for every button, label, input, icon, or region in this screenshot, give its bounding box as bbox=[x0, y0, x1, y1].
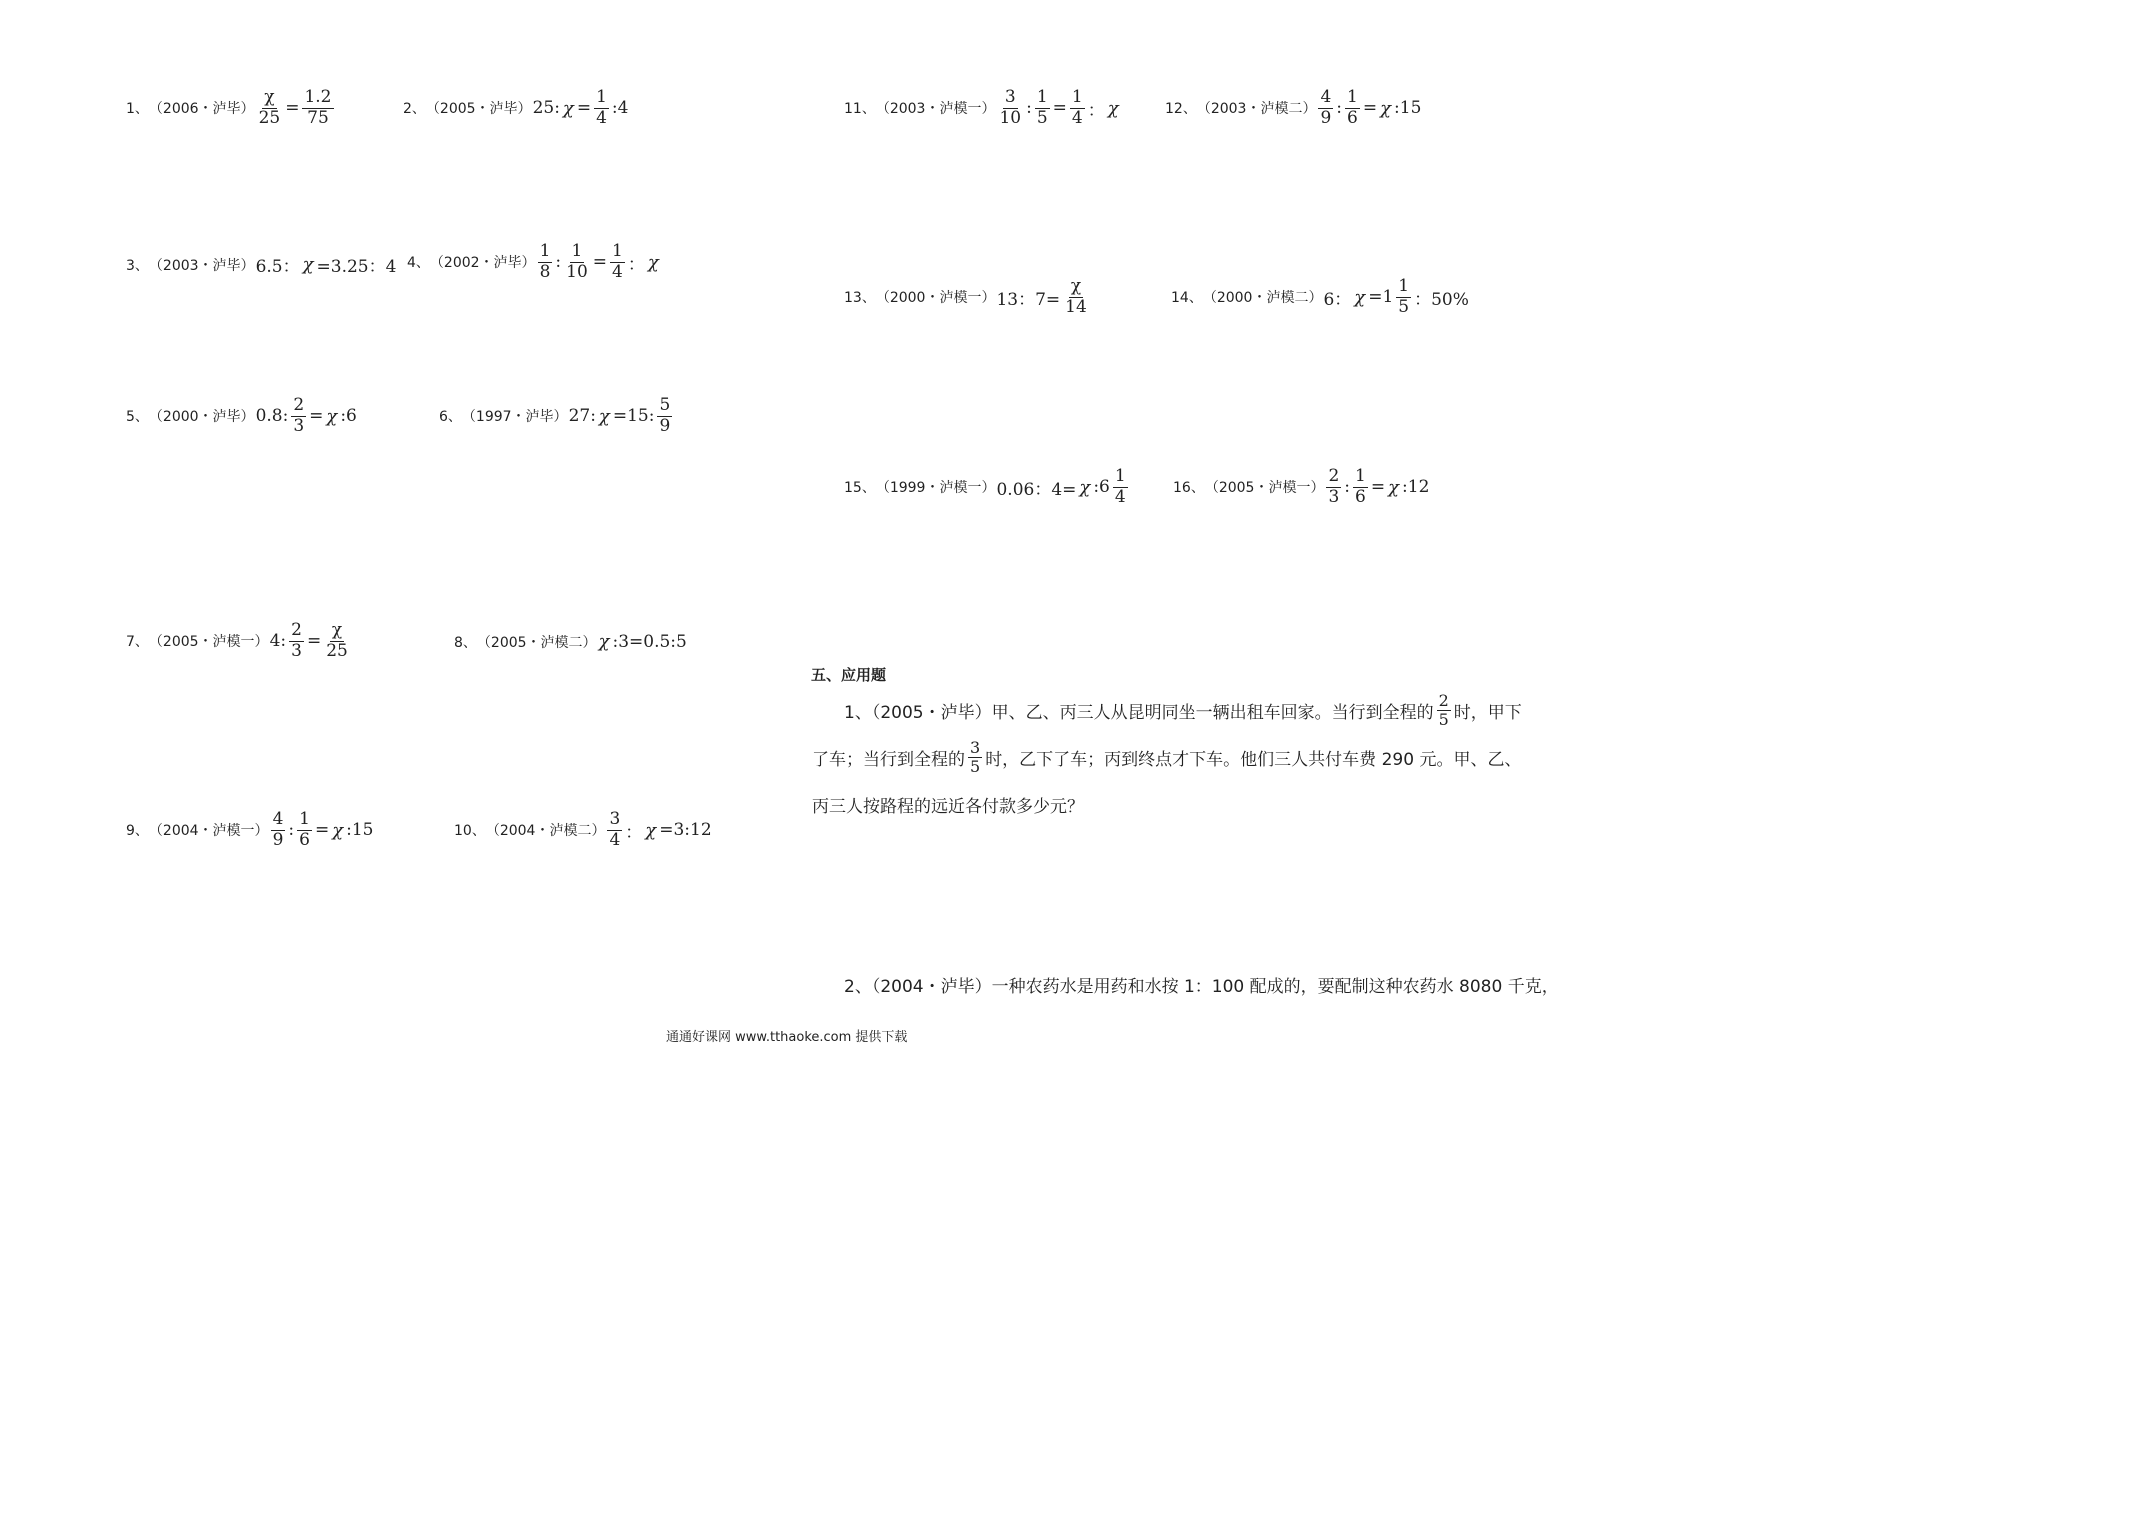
app2-line1 bbox=[843, 972, 1560, 997]
math-text: 0.8: bbox=[255, 406, 289, 427]
problem-8 bbox=[454, 631, 688, 652]
math-text: ： bbox=[627, 254, 645, 275]
problem-14 bbox=[1171, 277, 1470, 317]
problem-9 bbox=[126, 810, 374, 850]
app1-line1 bbox=[843, 692, 1523, 730]
fraction-numerator: 1 bbox=[1071, 87, 1083, 107]
fraction-denominator: 5 bbox=[1438, 710, 1449, 730]
fraction-numerator: 3 bbox=[970, 738, 981, 757]
problem-source: （2000・泸模一） bbox=[875, 290, 996, 307]
section-title: 五、应用题 bbox=[811, 666, 887, 684]
problem-number: 11、 bbox=[844, 101, 876, 118]
problem-12 bbox=[1165, 88, 1422, 128]
problem-1 bbox=[126, 88, 336, 128]
fraction-numerator: 3 bbox=[609, 809, 621, 829]
math-text: :12 bbox=[1402, 477, 1430, 498]
fraction-numerator: 4 bbox=[272, 809, 284, 829]
problem-source: （2006・泸毕） bbox=[148, 101, 255, 118]
fraction bbox=[302, 88, 333, 128]
math-text: :6 bbox=[340, 406, 357, 427]
math-text: = bbox=[576, 98, 592, 119]
fraction-denominator: 25 bbox=[326, 640, 348, 661]
fraction-numerator: 2 bbox=[1328, 466, 1340, 486]
fraction-numerator: χ bbox=[331, 620, 343, 640]
problem-number: 13、 bbox=[844, 290, 876, 307]
variable-x: χ bbox=[647, 251, 659, 273]
problem-number: 9、 bbox=[126, 823, 149, 840]
variable-x: χ bbox=[645, 819, 657, 841]
problem-15 bbox=[844, 467, 1130, 507]
fraction-numerator: 1 bbox=[571, 241, 583, 261]
math-text: ： bbox=[1087, 100, 1105, 121]
fraction-numerator: 1 bbox=[1355, 466, 1366, 486]
math-text: =3.25：4 bbox=[316, 257, 397, 277]
problem-number: 3、 bbox=[126, 257, 149, 274]
problem-source: （2000・泸毕） bbox=[148, 409, 255, 426]
math-text: = bbox=[1362, 98, 1378, 119]
fraction-numerator: 2 bbox=[1438, 691, 1449, 710]
problem-source: （2004・泸模一） bbox=[148, 823, 269, 840]
fraction-numerator: 1 bbox=[1398, 276, 1410, 296]
math-text: : bbox=[288, 820, 295, 841]
math-text: : bbox=[1344, 477, 1351, 498]
fraction-numerator: 4 bbox=[1320, 87, 1332, 107]
problem-number: 12、 bbox=[1165, 101, 1197, 118]
fraction bbox=[564, 242, 590, 282]
fraction-denominator: 4 bbox=[612, 261, 623, 282]
fraction-denominator: 4 bbox=[1071, 107, 1083, 128]
fraction bbox=[538, 242, 553, 282]
fraction-denominator: 6 bbox=[1355, 486, 1366, 507]
variable-x: χ bbox=[302, 254, 314, 275]
fraction-numerator: 2 bbox=[293, 395, 305, 415]
math-text: 丙三人按路程的远近各付款多少元？ bbox=[812, 797, 1084, 817]
math-text: = bbox=[309, 406, 324, 427]
fraction bbox=[968, 739, 982, 777]
fraction-numerator: 1 bbox=[612, 241, 623, 261]
problem-5 bbox=[126, 396, 358, 436]
math-text: = bbox=[592, 252, 608, 273]
footer-text: 通通好课网 www.tthaoke.com 提供下载 bbox=[666, 1030, 908, 1045]
problem-source: （2004・泸模二） bbox=[485, 823, 606, 840]
fraction-numerator: 1.2 bbox=[304, 87, 332, 107]
problem-number: 7、 bbox=[126, 634, 149, 651]
math-text: 6.5： bbox=[255, 257, 300, 277]
math-text: =3:12 bbox=[659, 820, 712, 841]
problem-2 bbox=[403, 88, 629, 128]
fraction bbox=[1326, 467, 1341, 507]
math-text: :3=0.5:5 bbox=[612, 631, 687, 652]
problem-13 bbox=[844, 277, 1091, 317]
problem-number: 15、 bbox=[844, 480, 876, 497]
math-text: 了车；当行到全程的 bbox=[812, 750, 965, 771]
fraction bbox=[1437, 692, 1451, 730]
fraction-denominator: 10 bbox=[999, 107, 1022, 128]
fraction-denominator: 4 bbox=[1114, 486, 1126, 507]
app1-line2 bbox=[811, 739, 1522, 777]
fraction-numerator: χ bbox=[264, 87, 275, 107]
fraction-denominator: 4 bbox=[596, 107, 607, 128]
math-text: :15 bbox=[346, 820, 374, 841]
variable-x: χ bbox=[1380, 97, 1392, 119]
problem-source: （1997・泸毕） bbox=[461, 409, 568, 426]
fraction bbox=[297, 810, 312, 850]
fraction-numerator: 1 bbox=[539, 241, 551, 261]
problem-number: 2、 bbox=[403, 101, 426, 118]
problem-number: 6、 bbox=[439, 409, 462, 426]
fraction bbox=[607, 810, 622, 850]
fraction-denominator: 3 bbox=[291, 640, 302, 661]
problem-number: 16、 bbox=[1173, 480, 1205, 497]
variable-x: χ bbox=[1354, 286, 1366, 308]
fraction bbox=[1318, 88, 1333, 128]
problem-source: （2005・泸模二） bbox=[476, 634, 597, 651]
math-text: 4: bbox=[269, 631, 287, 652]
problem-source: （2002・泸毕） bbox=[429, 255, 536, 272]
math-text: = bbox=[285, 98, 300, 119]
problem-4 bbox=[407, 242, 661, 282]
problem-source: （2003・泸模一） bbox=[875, 101, 996, 118]
math-text: :15 bbox=[1394, 98, 1422, 119]
fraction-numerator: 1 bbox=[299, 809, 310, 829]
math-text: 1、（2005・泸毕）甲、乙、丙三人从昆明同坐一辆出租车回家。当行到全程的 bbox=[844, 703, 1434, 724]
math-text: : bbox=[1026, 98, 1032, 119]
variable-x: χ bbox=[1079, 476, 1091, 498]
fraction-numerator: 1 bbox=[1114, 466, 1126, 486]
fraction bbox=[257, 88, 283, 128]
fraction bbox=[1396, 277, 1411, 317]
fraction-denominator: 3 bbox=[293, 415, 305, 436]
fraction bbox=[1070, 88, 1085, 128]
problem-source: （2005・泸毕） bbox=[425, 101, 532, 118]
fraction bbox=[610, 242, 625, 282]
math-text: 25: bbox=[532, 98, 560, 119]
variable-x: χ bbox=[1107, 97, 1119, 119]
math-text: =15: bbox=[612, 406, 655, 427]
variable-x: χ bbox=[598, 405, 610, 427]
math-text: ： bbox=[625, 822, 643, 843]
math-text: =1 bbox=[1368, 287, 1394, 308]
fraction-denominator: 75 bbox=[307, 107, 329, 128]
fraction-numerator: 5 bbox=[659, 395, 671, 415]
fraction bbox=[1113, 467, 1128, 507]
math-text: = bbox=[1052, 98, 1067, 119]
variable-x: χ bbox=[326, 405, 338, 427]
problem-number: 8、 bbox=[454, 634, 477, 651]
problem-number: 1、 bbox=[126, 101, 149, 118]
math-text: 2、（2004・泸毕）一种农药水是用药和水按 1：100 配成的，要配制这种农药水 8080 千克， bbox=[844, 977, 1559, 997]
problem-source: （2003・泸模二） bbox=[1196, 101, 1317, 118]
fraction bbox=[594, 88, 609, 128]
problem-number: 4、 bbox=[407, 255, 430, 272]
fraction-numerator: 1 bbox=[1036, 87, 1048, 107]
math-text: :6 bbox=[1093, 477, 1110, 498]
fraction-denominator: 5 bbox=[1398, 296, 1410, 317]
fraction bbox=[1353, 467, 1368, 507]
math-text: 时，乙下了车；丙到终点才下车。他们三人共付车费 290 元。甲、乙、 bbox=[985, 750, 1522, 771]
fraction bbox=[324, 621, 350, 661]
fraction-denominator: 4 bbox=[609, 829, 621, 850]
problem-source: （2005・泸模一） bbox=[148, 634, 269, 651]
problem-number: 10、 bbox=[454, 823, 486, 840]
problem-10 bbox=[454, 810, 713, 850]
fraction-denominator: 8 bbox=[539, 261, 551, 282]
math-text: = bbox=[314, 820, 330, 841]
variable-x: χ bbox=[562, 97, 574, 119]
fraction-denominator: 6 bbox=[1347, 107, 1358, 128]
problem-number: 14、 bbox=[1171, 290, 1203, 307]
fraction-denominator: 10 bbox=[566, 261, 588, 282]
fraction-denominator: 3 bbox=[1328, 486, 1340, 507]
math-text: = bbox=[1370, 477, 1386, 498]
fraction-numerator: 3 bbox=[1004, 87, 1016, 107]
fraction bbox=[271, 810, 286, 850]
problem-11 bbox=[844, 88, 1121, 128]
math-text: 27: bbox=[568, 406, 596, 427]
fraction-denominator: 9 bbox=[659, 415, 671, 436]
fraction bbox=[1035, 88, 1050, 128]
fraction bbox=[657, 396, 672, 436]
variable-x: χ bbox=[332, 819, 344, 841]
math-text: : bbox=[555, 252, 562, 273]
fraction-denominator: 25 bbox=[258, 107, 281, 128]
problem-source: （2005・泸模一） bbox=[1204, 480, 1325, 497]
fraction-denominator: 6 bbox=[299, 829, 310, 850]
variable-x: χ bbox=[598, 631, 610, 652]
problem-6 bbox=[439, 396, 674, 436]
app1-line3 bbox=[811, 792, 1085, 817]
fraction-numerator: 2 bbox=[291, 620, 302, 640]
fraction bbox=[1345, 88, 1360, 128]
math-text: 13：7= bbox=[996, 289, 1061, 310]
math-text: : bbox=[1336, 98, 1343, 119]
variable-x: χ bbox=[1388, 476, 1400, 498]
fraction-denominator: 9 bbox=[1320, 107, 1332, 128]
problem-source: （1999・泸模一） bbox=[875, 480, 996, 497]
math-text: 时，甲下 bbox=[1453, 703, 1522, 724]
math-text: :4 bbox=[611, 98, 629, 119]
problem-7 bbox=[126, 621, 352, 661]
problem-16 bbox=[1173, 467, 1430, 507]
problem-number: 5、 bbox=[126, 409, 149, 426]
fraction-denominator: 5 bbox=[970, 757, 981, 777]
fraction bbox=[291, 396, 306, 436]
fraction-denominator: 9 bbox=[272, 829, 284, 850]
fraction-denominator: 5 bbox=[1036, 107, 1048, 128]
problem-source: （2000・泸模二） bbox=[1202, 290, 1323, 307]
math-text: 6： bbox=[1323, 289, 1352, 310]
math-text: 0.06：4= bbox=[996, 479, 1077, 500]
fraction-denominator: 14 bbox=[1065, 296, 1087, 317]
fraction-numerator: χ bbox=[1070, 276, 1082, 296]
fraction bbox=[1063, 277, 1089, 317]
fraction-numerator: 1 bbox=[596, 87, 607, 107]
math-text: ：50% bbox=[1414, 289, 1469, 310]
fraction bbox=[997, 88, 1023, 128]
problem-3 bbox=[126, 252, 397, 277]
math-text: = bbox=[306, 631, 322, 652]
fraction-numerator: 1 bbox=[1347, 87, 1358, 107]
problem-source: （2003・泸毕） bbox=[148, 257, 255, 274]
fraction bbox=[289, 621, 304, 661]
